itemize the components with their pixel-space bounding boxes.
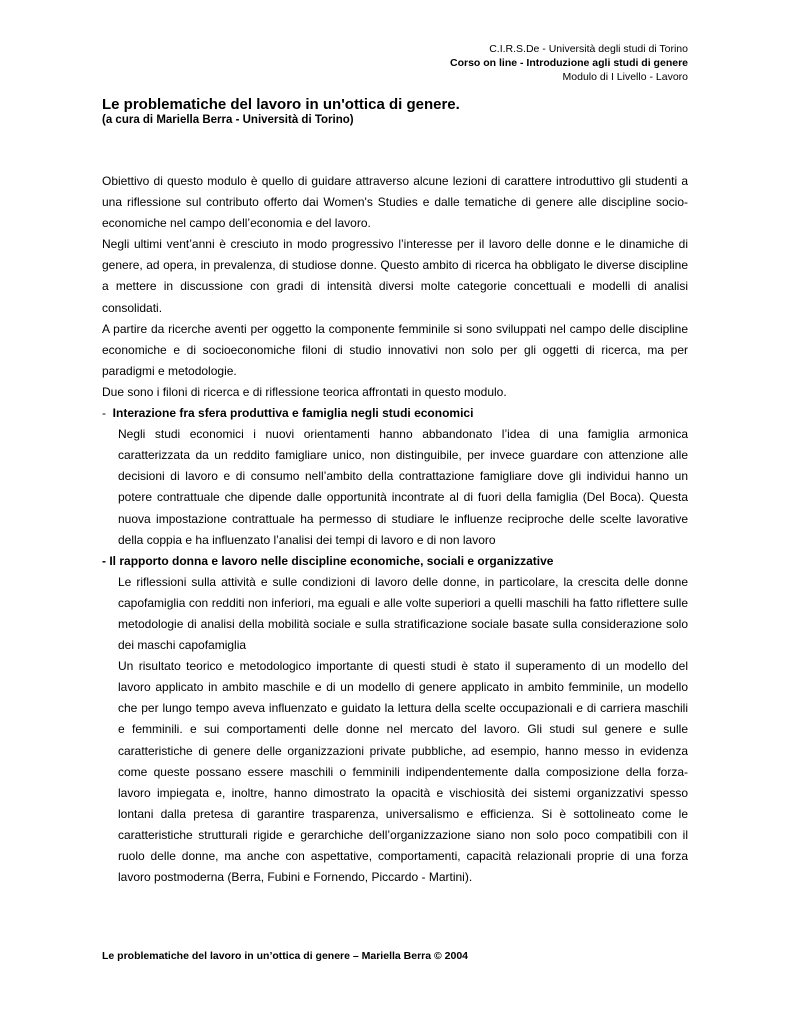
section-1-body: Negli studi economici i nuovi orientamenti hanno abbandonato l’idea di una famiglia armonica caratterizzata da un reddito famigliare unico, non distinguibile, per invece guardare con attenzione alle decisioni di lavoro e di consumo nell’ambito della contrattazione famigliare dove gli individui hanno un potere contrattuale che dipende dalle opportunità incontrate al di fuori della famiglia (Del Boca). Questa nuova impostazione contrattuale ha permesso di studiare le influenze reciproche delle scelte lavorative della coppia e ha influenzato l’analisi dei tempi di lavoro e di non lavoro — [118, 427, 688, 547]
document-subtitle: (a cura di Mariella Berra - Università di Torino) — [102, 114, 354, 126]
section-heading-1 — [102, 403, 688, 424]
header-course: Corso on line - Introduzione agli studi di genere — [449, 57, 688, 69]
header-module: Modulo di I Livello - Lavoro — [562, 71, 688, 83]
page-footer: Le problematiche del lavoro in un’ottica di genere – Mariella Berra © 2004 — [102, 950, 469, 962]
section-title: Interazione fra sfera produttiva e famiglia negli studi economici — [112, 406, 474, 421]
section-heading-2 — [102, 551, 688, 572]
section-dash: - — [102, 553, 106, 568]
paragraph-interest: Negli ultimi vent’anni è cresciuto in modo progressivo l’interesse per il lavoro delle donne e le dinamiche di genere, ad opera, in prevalenza, di studiose donne. Questo ambito di ricerca ha obbligato le diverse discipline a mettere in discussione con gradi di intensità diversi molte categorie concettuali e modelli di analisi consolidati. — [102, 237, 688, 315]
section-title: Il rapporto donna e lavoro nelle discipline economiche, sociali e organizzative — [109, 553, 554, 568]
section-2-body-1: Le riflessioni sulla attività e sulle condizioni di lavoro delle donne, in particolare, la crescita delle donne capofamiglia con redditi non inferiori, ma eguali e alle volte superiori a quelli maschili ha fatto riflettere sulle metodologie di analisi della mobilità sociale e sulla stratificazione sociale basate sulla considerazione solo dei maschi capofamiglia — [118, 574, 688, 653]
paragraph-objective: Obiettivo di questo modulo è quello di guidare attraverso alcune lezioni di carattere introduttivo gli studenti a una riflessione sul contributo offerto dai Women's Studies e dalle tematiche di genere alle discipline socio-economiche nel campo dell’economia e del lavoro. — [102, 174, 688, 231]
title-block — [102, 96, 702, 128]
document-body — [102, 171, 688, 888]
paragraph-two-threads: Due sono i filoni di ricerca e di riflessione teorica affrontati in questo modulo. — [102, 384, 507, 399]
page-header — [450, 42, 688, 84]
section-dash: - — [102, 406, 106, 421]
header-institution: C.I.R.S.De - Università degli studi di Torino — [489, 43, 688, 55]
section-2-body-2: Un risultato teorico e metodologico importante di questi studi è stato il superamento di un modello del lavoro applicato in ambito maschile e di un modello di genere applicato in ambito femminile, un modello che per lungo tempo aveva influenzato e guidato la lettura della scelte occupazionali e di carriera maschili e femminili. e sui comportamenti delle donne nel mercato del lavoro. Gli studi sul genere e sulle caratteristiche di genere delle organizzazioni private pubbliche, ad esempio, hanno messo in evidenza come queste possano essere maschili o femminili indipendentemente dalla composizione della forza-lavoro impiegata e, inoltre, hanno dimostrato la opacità e vischiosità dei sistemi organizzativi spesso lontani dalla pretesa di garantire trasparenza, universalismo e efficienza. Si è sottolineato come le caratteristiche strutturali rigide e gerarchiche dell’organizzazione siano non solo poco compatibili con il ruolo delle donne, ma anche con aspettative, comportamenti, capacità relazionali proprie di una forza lavoro postmoderna (Berra, Fubini e Fornendo, Piccardo - Martini). — [118, 659, 688, 885]
document-title: Le problematiche del lavoro in un'ottica di genere. — [102, 96, 460, 113]
paragraph-research: A partire da ricerche aventi per oggetto la componente femminile si sono sviluppati nel campo delle discipline economiche e di socioeconomiche filoni di studio innovativi non solo per gli oggetti di ricerca, ma per paradigmi e metodologie. — [102, 321, 688, 378]
